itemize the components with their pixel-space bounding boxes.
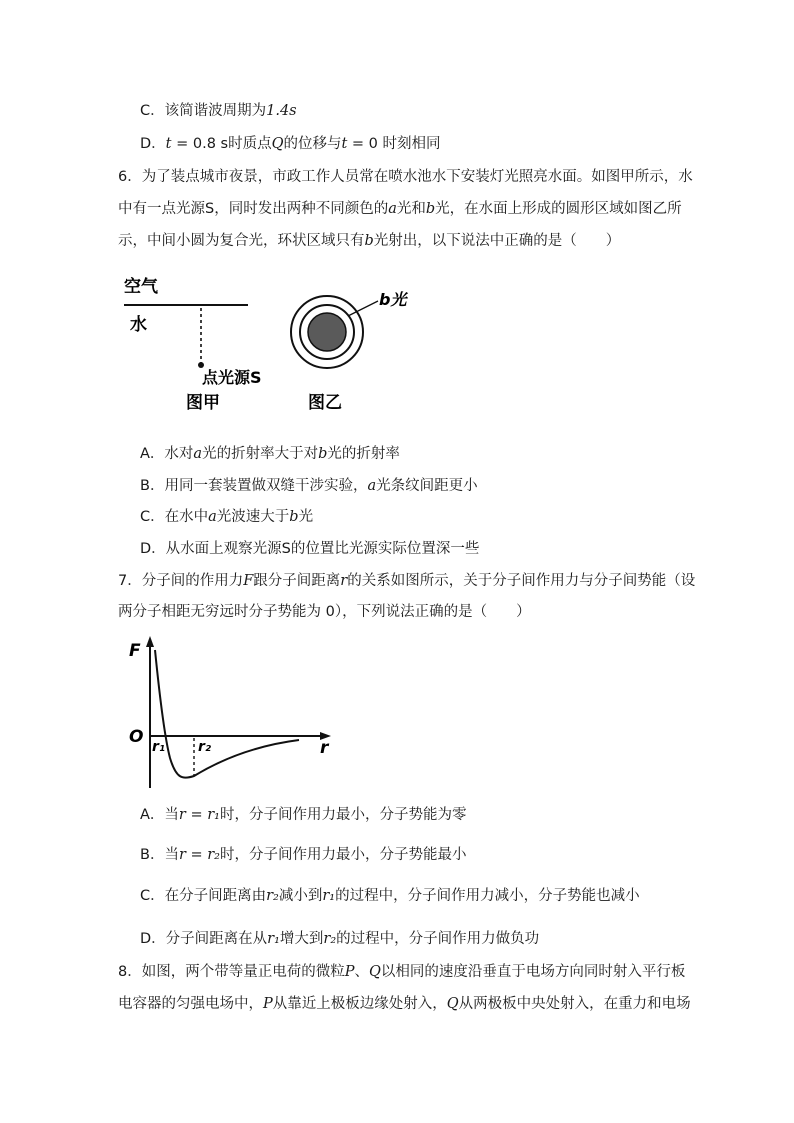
b-light-pointer bbox=[348, 301, 378, 316]
label-water: 水 bbox=[130, 315, 147, 335]
y-axis-label: F bbox=[129, 641, 141, 661]
q7-option-a: A．当r = r₁时，分子间作用力最小，分子势能为零 bbox=[140, 807, 467, 823]
r2-label: r₂ bbox=[198, 739, 212, 755]
q6-option-c: C．在水中a光波速大于b光 bbox=[140, 509, 314, 525]
q6-stem-line1: 6．为了装点城市夜景，市政工作人员常在喷水池水下安装灯光照亮水面。如图甲所示，水 bbox=[118, 169, 693, 185]
origin-label: O bbox=[129, 727, 144, 747]
q6-option-b: B．用同一套装置做双缝干涉实验，a光条纹间距更小 bbox=[140, 478, 478, 494]
q8-stem-line2: 电容器的匀强电场中，P从靠近上极板边缘处射入，Q从两极板中央处射入，在重力和电场 bbox=[118, 996, 691, 1012]
y-axis-arrow bbox=[146, 636, 154, 647]
q6-stem-line2: 中有一点光源S，同时发出两种不同颜色的a光和b光，在水面上形成的圆形区域如图乙所 bbox=[118, 201, 682, 217]
q7-stem-line2: 两分子相距无穷远时分子势能为 0），下列说法正确的是（ ） bbox=[118, 604, 531, 620]
force-distance-graph bbox=[122, 630, 342, 795]
composite-light-disc bbox=[308, 313, 346, 351]
caption-yi: 图乙 bbox=[308, 393, 342, 413]
q7-stem-line1: 7．分子间的作用力F跟分子间距离r的关系如图所示，关于分子间作用力与分子间势能（设 bbox=[118, 573, 696, 589]
force-curve bbox=[155, 650, 299, 778]
q7-option-c: C．在分子间距离由r₂减小到r₁的过程中，分子间作用力减小，分子势能也减小 bbox=[140, 888, 640, 904]
q8-stem-line1: 8．如图，两个带等量正电荷的微粒P、Q以相同的速度沿垂直于电场方向同时射入平行板 bbox=[118, 964, 686, 980]
r1-label: r₁ bbox=[152, 739, 166, 755]
label-b-light: b光 bbox=[379, 290, 407, 309]
q5-option-d: D．t = 0.8 s时质点Q的位移与t = 0 时刻相同 bbox=[140, 136, 441, 152]
q6-option-a: A．水对a光的折射率大于对b光的折射率 bbox=[140, 446, 400, 462]
q6-option-d: D．从水面上观察光源S的位置比光源实际位置深一些 bbox=[140, 541, 480, 557]
label-air: 空气 bbox=[124, 277, 158, 297]
x-axis-label: r bbox=[320, 738, 329, 758]
figure-jia bbox=[118, 272, 298, 420]
q7-option-b: B．当r = r₂时，分子间作用力最小，分子势能最小 bbox=[140, 847, 467, 863]
caption-jia: 图甲 bbox=[186, 393, 220, 413]
q6-stem-line3: 示，中间小圆为复合光，环状区域只有b光射出，以下说法中正确的是（ ） bbox=[118, 233, 621, 249]
q5-option-c: C．该简谐波周期为1.4s bbox=[140, 103, 297, 119]
q7-option-d: D．分子间距离在从r₁增大到r₂的过程中，分子间作用力做负功 bbox=[140, 931, 540, 947]
label-point-source: 点光源S bbox=[202, 368, 262, 387]
figure-yi bbox=[286, 283, 446, 420]
